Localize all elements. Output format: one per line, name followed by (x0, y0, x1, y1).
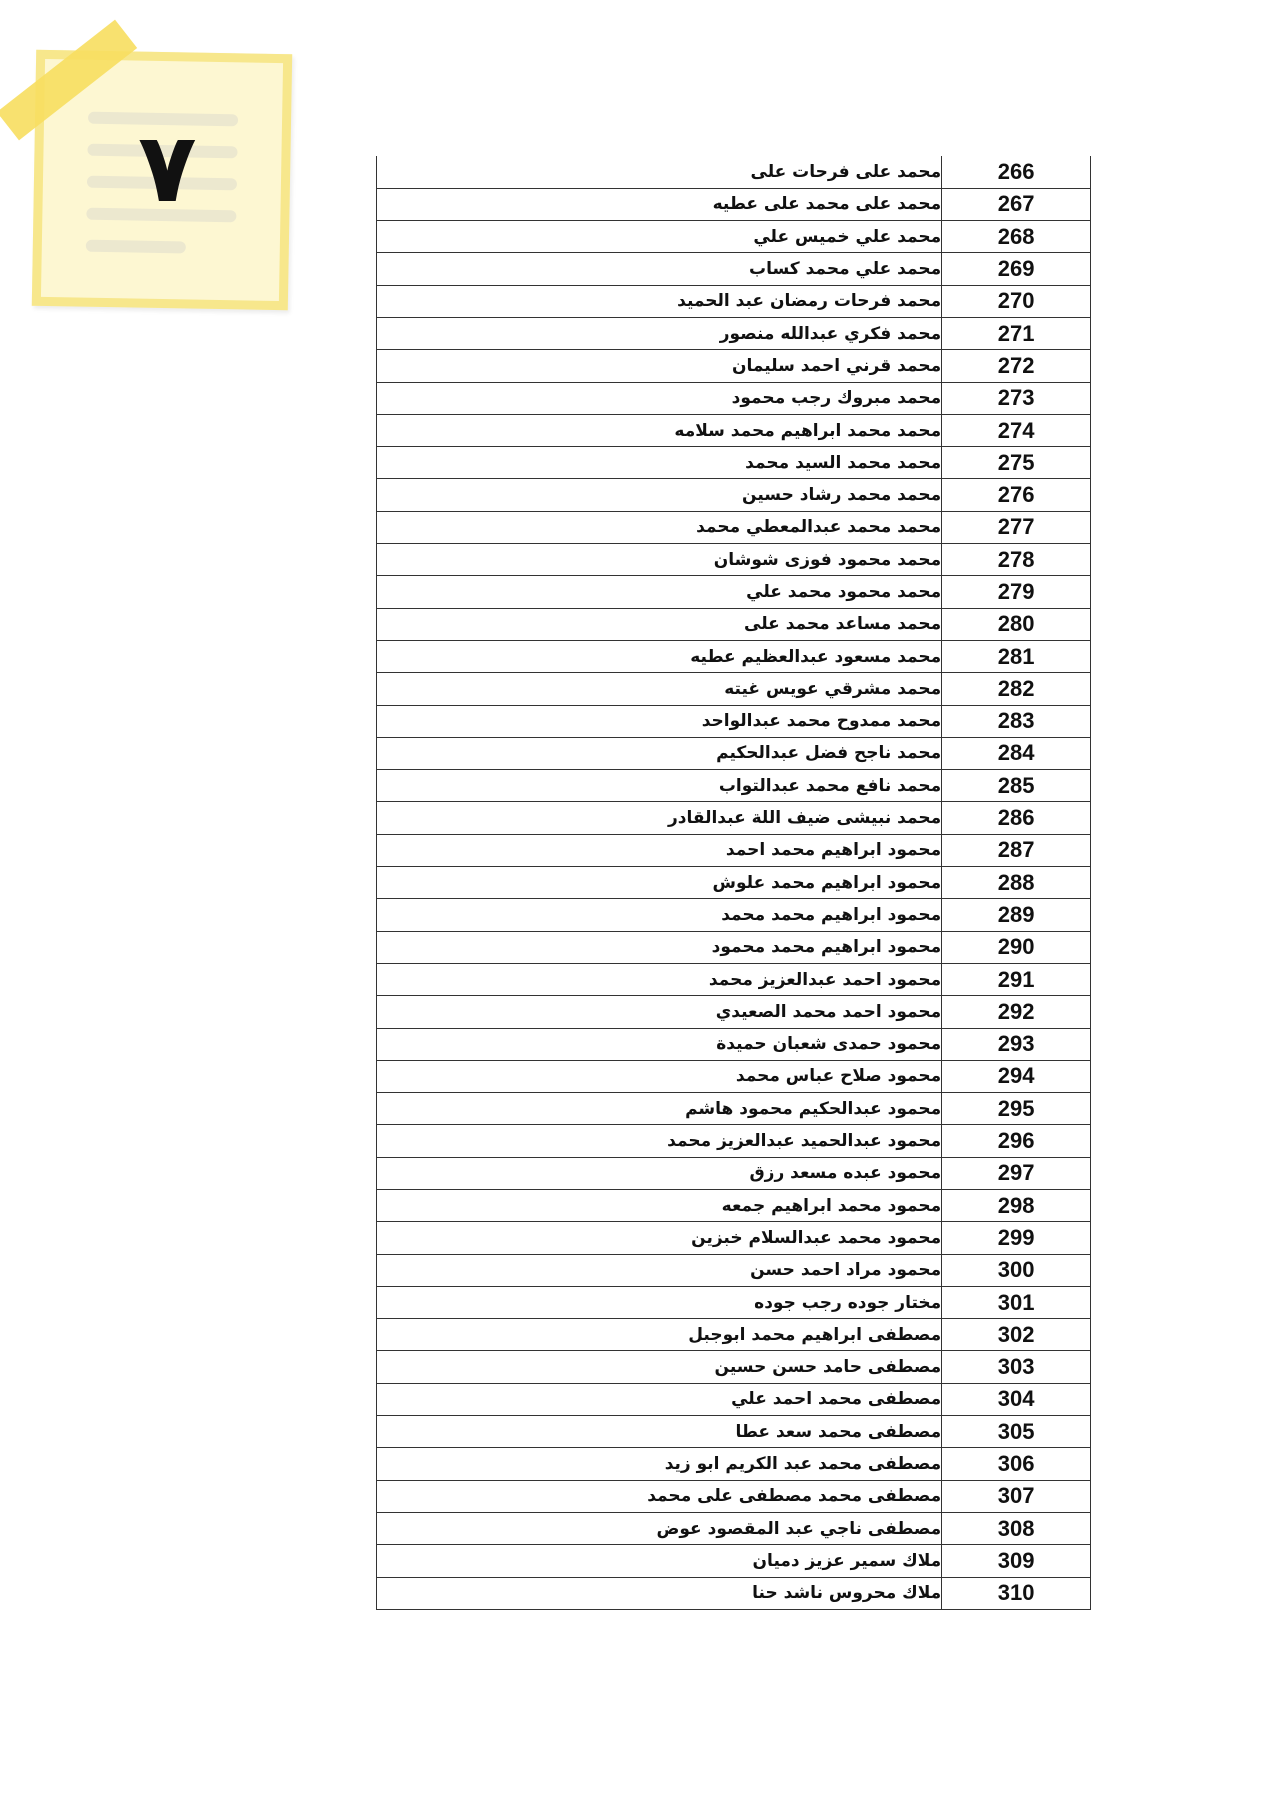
number-cell: 291 (942, 963, 1091, 995)
table-row (377, 1286, 1091, 1318)
table-row (377, 1448, 1091, 1480)
table-row (377, 1190, 1091, 1222)
number-cell: 307 (942, 1480, 1091, 1512)
name-cell: محمد محمد رشاد حسين (377, 479, 942, 511)
table-row (377, 802, 1091, 834)
name-cell: محمود عبده مسعد رزق (377, 1157, 942, 1189)
number-cell: 308 (942, 1512, 1091, 1544)
name-cell: محمود عبدالحميد عبدالعزيز محمد (377, 1125, 942, 1157)
table-row (377, 1093, 1091, 1125)
names-table-body (377, 156, 1091, 1609)
name-cell: مصطفى محمد سعد عطا (377, 1416, 942, 1448)
name-cell: محمد قرني احمد سليمان (377, 350, 942, 382)
number-cell: 288 (942, 867, 1091, 899)
name-cell: محمد ممدوح محمد عبدالواحد (377, 705, 942, 737)
table-row (377, 1383, 1091, 1415)
number-cell: 305 (942, 1416, 1091, 1448)
number-cell: 279 (942, 576, 1091, 608)
table-row (377, 705, 1091, 737)
name-cell: محمد محمد عبدالمعطي محمد (377, 511, 942, 543)
table-row (377, 737, 1091, 769)
table-row (377, 1512, 1091, 1544)
name-cell: محمد فرحات رمضان عبد الحميد (377, 285, 942, 317)
table-row (377, 834, 1091, 866)
number-cell: 287 (942, 834, 1091, 866)
name-cell: محمود ابراهيم محمد محمود (377, 931, 942, 963)
number-cell: 309 (942, 1545, 1091, 1577)
table-row (377, 1545, 1091, 1577)
name-cell: مصطفى محمد احمد علي (377, 1383, 942, 1415)
number-cell: 300 (942, 1254, 1091, 1286)
table-row (377, 1319, 1091, 1351)
name-cell: محمد علي خميس علي (377, 221, 942, 253)
number-cell: 285 (942, 770, 1091, 802)
table-row (377, 511, 1091, 543)
table-row (377, 1125, 1091, 1157)
table-row (377, 317, 1091, 349)
name-cell: محمد علي محمد كساب (377, 253, 942, 285)
number-cell: 272 (942, 350, 1091, 382)
number-cell: 294 (942, 1060, 1091, 1092)
table-row (377, 188, 1091, 220)
name-cell: محمود ابراهيم محمد احمد (377, 834, 942, 866)
name-cell: محمود محمد ابراهيم جمعه (377, 1190, 942, 1222)
number-cell: 306 (942, 1448, 1091, 1480)
table-row (377, 479, 1091, 511)
note-line (86, 240, 186, 254)
name-cell: محمود مراد احمد حسن (377, 1254, 942, 1286)
name-cell: مصطفى محمد مصطفى على محمد (377, 1480, 942, 1512)
table-row (377, 608, 1091, 640)
name-cell: مختار جوده رجب جوده (377, 1286, 942, 1318)
table-row (377, 1254, 1091, 1286)
table-row (377, 1157, 1091, 1189)
name-cell: مصطفى ناجي عبد المقصود عوض (377, 1512, 942, 1544)
table-row (377, 1222, 1091, 1254)
number-cell: 301 (942, 1286, 1091, 1318)
name-cell: مصطفى محمد عبد الكريم ابو زيد (377, 1448, 942, 1480)
name-cell: مصطفى حامد حسن حسين (377, 1351, 942, 1383)
name-cell: محمود احمد محمد الصعيدي (377, 996, 942, 1028)
number-cell: 283 (942, 705, 1091, 737)
table-row (377, 770, 1091, 802)
page-number: ٧ (138, 112, 197, 224)
table-row (377, 963, 1091, 995)
table-row (377, 221, 1091, 253)
number-cell: 303 (942, 1351, 1091, 1383)
number-cell: 267 (942, 188, 1091, 220)
name-cell: محمد فكري عبدالله منصور (377, 317, 942, 349)
number-cell: 281 (942, 640, 1091, 672)
table-row (377, 382, 1091, 414)
name-cell: ملاك سمير عزيز دميان (377, 1545, 942, 1577)
number-cell: 290 (942, 931, 1091, 963)
name-cell: محمد ناجح فضل عبدالحكيم (377, 737, 942, 769)
table-row (377, 576, 1091, 608)
table-row (377, 1416, 1091, 1448)
name-cell: ملاك محروس ناشد حنا (377, 1577, 942, 1609)
name-cell: محمد على محمد على عطيه (377, 188, 942, 220)
name-cell: محمود حمدى شعبان حميدة (377, 1028, 942, 1060)
name-cell: محمد نبيشى ضيف اللة عبدالقادر (377, 802, 942, 834)
number-cell: 269 (942, 253, 1091, 285)
table-row (377, 640, 1091, 672)
number-cell: 282 (942, 673, 1091, 705)
name-cell: محمد محمود فوزى شوشان (377, 544, 942, 576)
name-cell: محمد محمود محمد علي (377, 576, 942, 608)
number-cell: 295 (942, 1093, 1091, 1125)
name-cell: محمود محمد عبدالسلام خبزين (377, 1222, 942, 1254)
table-row (377, 867, 1091, 899)
table-row (377, 931, 1091, 963)
name-cell: محمد محمد ابراهيم محمد سلامه (377, 414, 942, 446)
table-row (377, 544, 1091, 576)
table-row (377, 156, 1091, 188)
table-row (377, 1480, 1091, 1512)
name-cell: محمد محمد السيد محمد (377, 447, 942, 479)
number-cell: 266 (942, 156, 1091, 188)
number-cell: 273 (942, 382, 1091, 414)
table-row (377, 1577, 1091, 1609)
name-cell: محمد نافع محمد عبدالتواب (377, 770, 942, 802)
table-row (377, 899, 1091, 931)
name-cell: محمود ابراهيم محمد محمد (377, 899, 942, 931)
number-cell: 276 (942, 479, 1091, 511)
table-row (377, 673, 1091, 705)
names-table (376, 156, 1091, 1610)
number-cell: 296 (942, 1125, 1091, 1157)
name-cell: محمد مبروك رجب محمود (377, 382, 942, 414)
number-cell: 302 (942, 1319, 1091, 1351)
number-cell: 297 (942, 1157, 1091, 1189)
number-cell: 280 (942, 608, 1091, 640)
name-cell: محمد على فرحات على (377, 156, 942, 188)
number-cell: 277 (942, 511, 1091, 543)
number-cell: 274 (942, 414, 1091, 446)
table-row (377, 253, 1091, 285)
name-cell: محمود احمد عبدالعزيز محمد (377, 963, 942, 995)
name-cell: محمود صلاح عباس محمد (377, 1060, 942, 1092)
name-cell: مصطفى ابراهيم محمد ابوجبل (377, 1319, 942, 1351)
number-cell: 289 (942, 899, 1091, 931)
number-cell: 271 (942, 317, 1091, 349)
table-row (377, 1028, 1091, 1060)
name-cell: محمد مساعد محمد على (377, 608, 942, 640)
table-row (377, 414, 1091, 446)
name-cell: محمد مسعود عبدالعظيم عطيه (377, 640, 942, 672)
name-cell: محمد مشرقي عويس غيته (377, 673, 942, 705)
number-cell: 278 (942, 544, 1091, 576)
table-row (377, 285, 1091, 317)
number-cell: 299 (942, 1222, 1091, 1254)
number-cell: 304 (942, 1383, 1091, 1415)
number-cell: 310 (942, 1577, 1091, 1609)
table-row (377, 996, 1091, 1028)
table-row (377, 1060, 1091, 1092)
number-cell: 298 (942, 1190, 1091, 1222)
number-cell: 284 (942, 737, 1091, 769)
number-cell: 293 (942, 1028, 1091, 1060)
number-cell: 268 (942, 221, 1091, 253)
table-row (377, 350, 1091, 382)
name-cell: محمود عبدالحكيم محمود هاشم (377, 1093, 942, 1125)
name-cell: محمود ابراهيم محمد علوش (377, 867, 942, 899)
number-cell: 270 (942, 285, 1091, 317)
number-cell: 292 (942, 996, 1091, 1028)
table-row (377, 447, 1091, 479)
table-row (377, 1351, 1091, 1383)
number-cell: 275 (942, 447, 1091, 479)
number-cell: 286 (942, 802, 1091, 834)
